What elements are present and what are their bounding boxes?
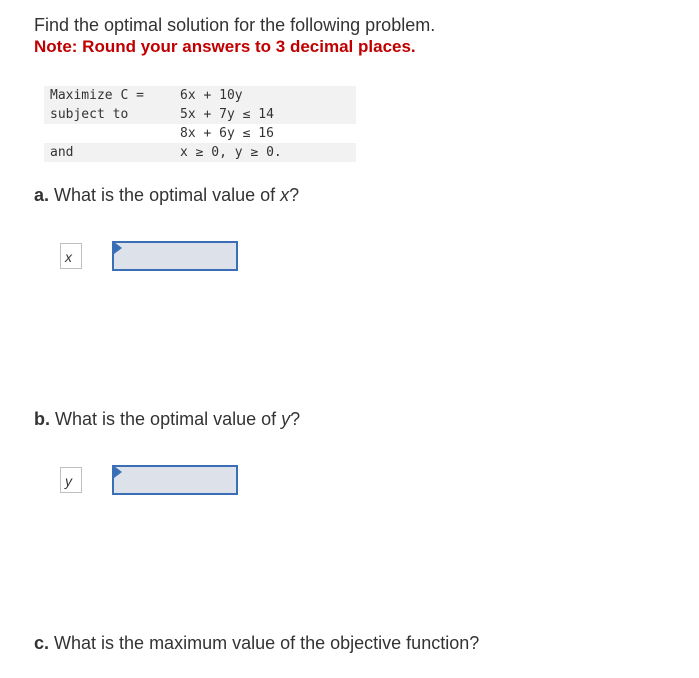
question-variable: y <box>281 409 291 429</box>
objective-row <box>44 86 356 105</box>
question-b <box>34 409 300 430</box>
answer-row-y <box>60 465 238 495</box>
problem-label: Maximize C = <box>50 88 144 103</box>
constraint-expression: 5x + 7y ≤ 14 <box>180 107 274 122</box>
question-letter: b. <box>34 409 50 429</box>
answer-input-y[interactable] <box>112 465 238 495</box>
problem-label: and <box>50 145 74 160</box>
objective-expression: 6x + 10y <box>180 88 243 103</box>
question-text: What is the maximum value of the objective function? <box>54 633 480 653</box>
constraint-row <box>44 124 356 143</box>
question-end: ? <box>289 185 300 205</box>
problem-label: subject to <box>50 107 129 122</box>
question-letter: c. <box>34 633 50 653</box>
answer-label-y: y <box>60 467 82 493</box>
instructions <box>34 14 435 58</box>
nonnegativity-row <box>44 143 356 162</box>
answer-input-x[interactable] <box>112 241 238 271</box>
question-variable: x <box>280 185 290 205</box>
question-text: What is the optimal value of <box>55 409 282 429</box>
problem-label <box>44 124 180 143</box>
answer-label-x: x <box>60 243 82 269</box>
constraint-expression: 8x + 6y ≤ 16 <box>180 126 274 141</box>
constraint-row <box>44 105 356 124</box>
instruction-text: Find the optimal solution for the following problem. <box>34 15 436 35</box>
question-text: What is the optimal value of <box>54 185 281 205</box>
lp-problem <box>44 86 356 162</box>
answer-field-x[interactable] <box>114 243 236 269</box>
answer-field-y[interactable] <box>114 467 236 493</box>
question-end: ? <box>290 409 301 429</box>
question-a <box>34 185 299 206</box>
question-c <box>34 633 479 654</box>
question-letter: a. <box>34 185 50 205</box>
nonnegativity-expression: x ≥ 0, y ≥ 0. <box>180 145 282 160</box>
rounding-note: Note: Round your answers to 3 decimal places. <box>34 37 416 56</box>
answer-row-x <box>60 241 238 271</box>
